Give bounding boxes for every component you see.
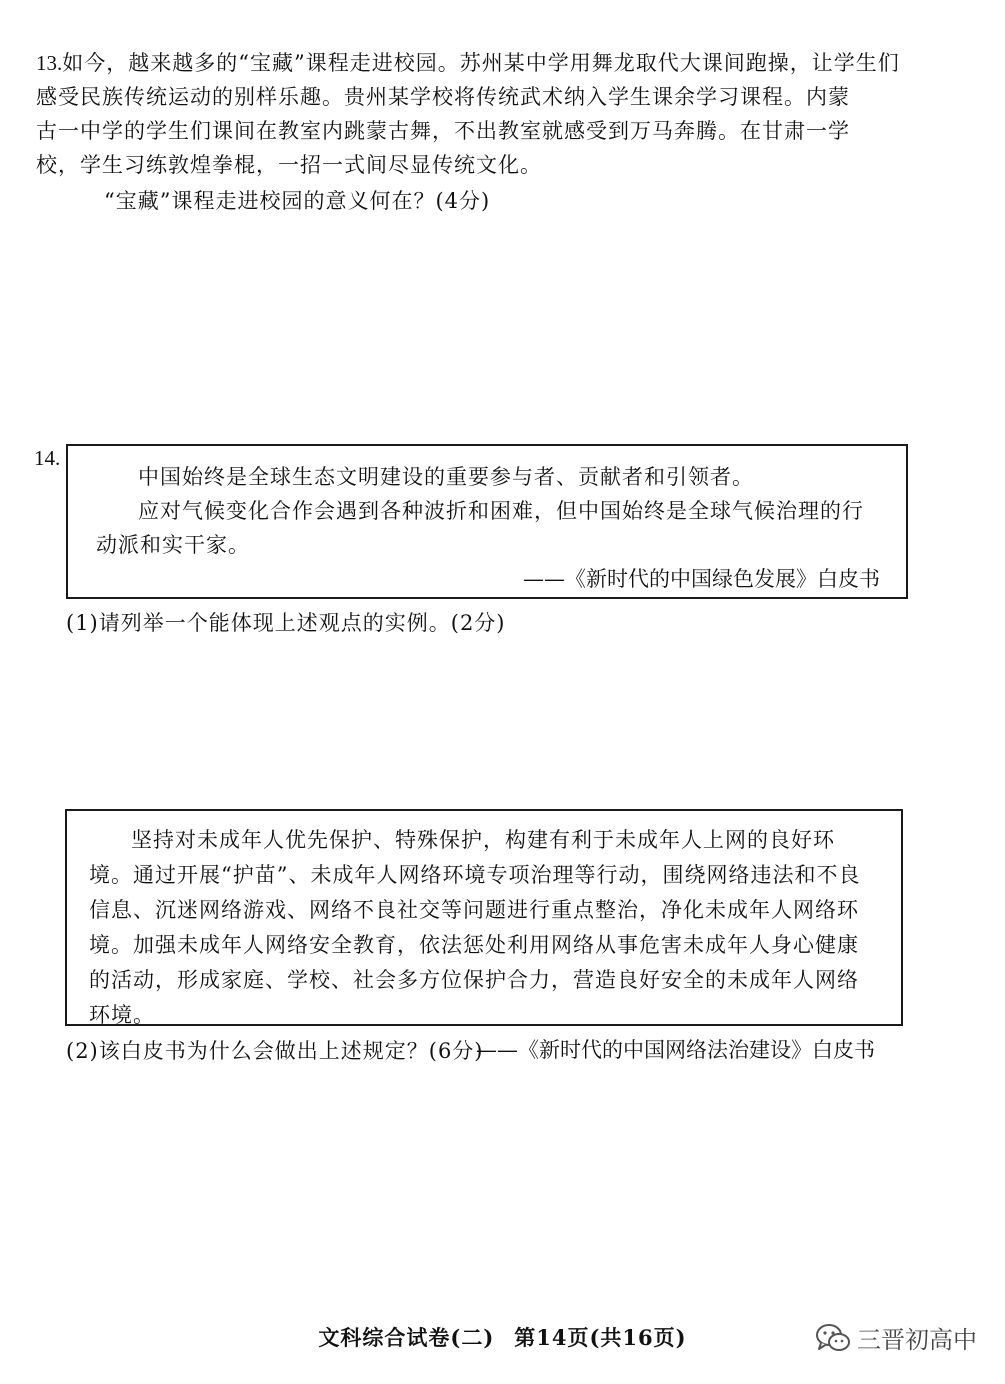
wechat-icon bbox=[815, 1323, 851, 1353]
question-13 bbox=[36, 46, 916, 218]
quote-1-source: ——《新时代的中国绿色发展》白皮书 bbox=[523, 567, 880, 591]
question-14-sub-1: (1)请列举一个能体现上述观点的实例。(2分) bbox=[66, 611, 506, 635]
question-13-prompt: “宝藏”课程走进校园的意义何在？(4分) bbox=[104, 189, 491, 213]
quote-box-green-development bbox=[66, 444, 908, 599]
question-14-sub-2: (2)该白皮书为什么会做出上述规定？(6分) bbox=[66, 1039, 484, 1063]
quote-2-source: ——《新时代的中国网络法治建设》白皮书 bbox=[476, 1038, 875, 1062]
footer-exam-title: 文科综合试卷(二) bbox=[318, 1325, 495, 1350]
question-13-line-2: 感受民族传统运动的别样乐趣。贵州某学校将传统武术纳入学生课余学习课程。内蒙 bbox=[36, 85, 850, 109]
footer-page-number: 第14页(共16页) bbox=[514, 1325, 687, 1350]
question-13-line-1: 如今，越来越多的“宝藏”课程走进校园。苏州某中学用舞龙取代大课间跑操，让学生们 bbox=[62, 51, 900, 75]
question-13-line-4: 校，学生习练敦煌拳棍，一招一式间尽显传统文化。 bbox=[36, 153, 542, 177]
question-13-number: 13. bbox=[36, 51, 63, 75]
quote-1-paragraph-2: 应对气候变化合作会遇到各种波折和困难，但中国始终是全球气候治理的行动派和实干家。 bbox=[96, 499, 864, 557]
question-14-number: 14. bbox=[34, 446, 61, 470]
quote-1-paragraph-1: 中国始终是全球生态文明建设的重要参与者、贡献者和引领者。 bbox=[138, 465, 754, 489]
quote-2-paragraph: 坚持对未成年人优先保护、特殊保护，构建有利于未成年人上网的良好环境。通过开展“护苗”、未成年人网络环境专项治理等行动，围绕网络违法和不良信息、沉迷网络游戏、网络不良社交等问题进行重点整治，净化未成年人网络环境。加强未成年人网络安全教育，依法惩处利用网络从事危害未成年人身心健康的活动，形成家庭、学校、社会多方位保护合力，营造良好安全的未成年人网络环境。 bbox=[89, 828, 861, 1027]
question-13-line-3: 古一中学的学生们课间在教室内跳蒙古舞，不出教室就感受到万马奔腾。在甘肃一学 bbox=[36, 119, 850, 143]
watermark bbox=[815, 1320, 977, 1355]
watermark-text: 三晋初高中 bbox=[857, 1326, 977, 1354]
